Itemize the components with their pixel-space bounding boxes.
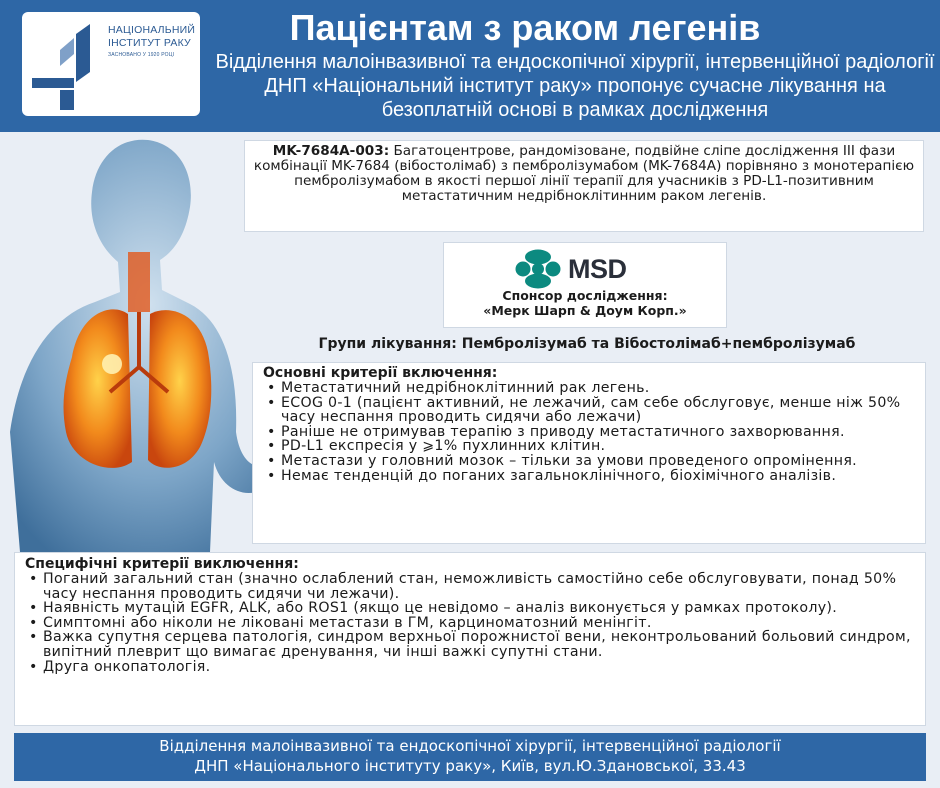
treatment-groups: Групи лікування: Пембролізумаб та Вібостолімаб+пембролізумаб xyxy=(318,336,856,352)
list-item-text: Важка супутня серцева патологія, синдром верхньої порожнистої вени, неконтрольований больовий синдром, випітний плеврит що вимагає дренування, чи інші важкі супутні стани. xyxy=(43,629,911,660)
institute-logo-text xyxy=(108,24,200,59)
msd-logo-icon xyxy=(514,249,562,289)
sponsor-name: «Мерк Шарп & Доум Корп.» xyxy=(483,303,687,318)
bullet-icon: • xyxy=(29,658,38,675)
list-item-text: Друга онкопатологія. xyxy=(43,658,211,675)
logo-line-2: ІНСТИТУТ РАКУ xyxy=(108,37,191,49)
bullet-icon: • xyxy=(29,629,38,646)
list-item-text: Раніше не отримував терапію з приводу метастатичного захворювання. xyxy=(281,423,845,440)
list-item xyxy=(25,601,915,616)
bullet-icon: • xyxy=(29,614,38,631)
bullet-icon: • xyxy=(29,600,38,617)
list-item-text: PD-L1 експресія у ⩾1% пухлинних клітин. xyxy=(281,438,606,455)
exclusion-title: Специфічні критерії виключення: xyxy=(25,556,299,572)
list-item xyxy=(25,630,915,659)
bullet-icon: • xyxy=(267,467,276,484)
inclusion-title: Основні критерії включення: xyxy=(263,365,498,381)
bullet-icon: • xyxy=(267,452,276,469)
bullet-icon: • xyxy=(267,423,276,440)
logo-line-1: НАЦІОНАЛЬНИЙ xyxy=(108,24,196,36)
bullet-icon: • xyxy=(267,438,276,455)
sponsor-label: Спонсор дослідження: xyxy=(502,288,668,303)
list-item xyxy=(263,454,915,469)
footer-line-1: Відділення малоінвазивної та ендоскопічної хірургії, інтервенційної радіології xyxy=(159,737,781,755)
list-item xyxy=(25,616,915,631)
institute-logo-icon xyxy=(30,20,106,110)
list-item-text: Симптомні або ніколи не ліковані метастази в ГМ, карциноматозний менінгіт. xyxy=(43,614,652,631)
footer-banner xyxy=(14,733,926,781)
page-title: Пацієнтам з раком легенів xyxy=(289,7,761,48)
institute-logo xyxy=(22,12,200,116)
study-description: Багатоцентрове, рандомізоване, подвійне сліпе дослідження III фази комбінації MK-7684 (вібостолімаб) з пембролізумабом (MK-7684A) порівняно з монотерапією пембролізумабом в якості першої лінії терапії для учасників з PD-L1-позитивним метастатичним недрібноклітинним раком легенів. xyxy=(253,143,915,204)
study-code: MK-7684A-003: xyxy=(272,143,390,159)
list-item xyxy=(263,396,915,425)
list-item xyxy=(25,660,915,675)
inclusion-list xyxy=(263,381,915,483)
exclusion-list xyxy=(25,572,915,674)
list-item-text: Метастази у головний мозок – тільки за умови проведеного опромінення. xyxy=(281,452,857,469)
msd-brand: MSD xyxy=(568,254,627,284)
list-item xyxy=(263,425,915,440)
bullet-icon: • xyxy=(267,380,276,396)
footer-line-2: ДНП «Національного інституту раку», Київ, вул.Ю.Здановської, 33.43 xyxy=(194,757,746,775)
study-description-box xyxy=(244,140,924,232)
page-subtitle: Відділення малоінвазивної та ендоскопічної хірургії, інтервенційної радіології ДНП «Національний інститут раку» пропонує сучасне лікування на безоплатній основі в рамках дослідження xyxy=(215,51,935,121)
list-item-text: ECOG 0-1 (пацієнт активний, не лежачий, сам себе обслуговує, менше ніж 50% часу неспання проводить сидячи або лежачи) xyxy=(281,394,901,426)
exclusion-criteria-box xyxy=(14,552,926,726)
logo-founded: ЗАСНОВАНО У 1920 РОЦІ xyxy=(108,52,175,58)
msd-logo xyxy=(514,249,654,289)
bullet-icon: • xyxy=(29,571,38,587)
list-item-text: Наявність мутацій EGFR, ALK, або ROS1 (якщо це невідомо – аналіз виконується у рамках протоколу). xyxy=(43,600,838,617)
list-item-text: Метастатичний недрібноклітинний рак легень. xyxy=(281,380,650,396)
list-item-text: Поганий загальний стан (значно ослаблений стан, неможливість самостійно себе обслуговувати, понад 50% часу неспання проводить сидячи чи лежачи). xyxy=(43,571,897,602)
list-item xyxy=(263,469,915,484)
sponsor-box xyxy=(443,242,727,328)
bullet-icon: • xyxy=(267,394,276,411)
list-item-text: Немає тенденцій до поганих загальноклінічного, біохімічного аналізів. xyxy=(281,467,837,484)
list-item xyxy=(25,572,915,601)
list-item xyxy=(263,381,915,396)
list-item xyxy=(263,439,915,454)
inclusion-criteria-box xyxy=(252,362,926,544)
header-banner xyxy=(0,0,940,132)
